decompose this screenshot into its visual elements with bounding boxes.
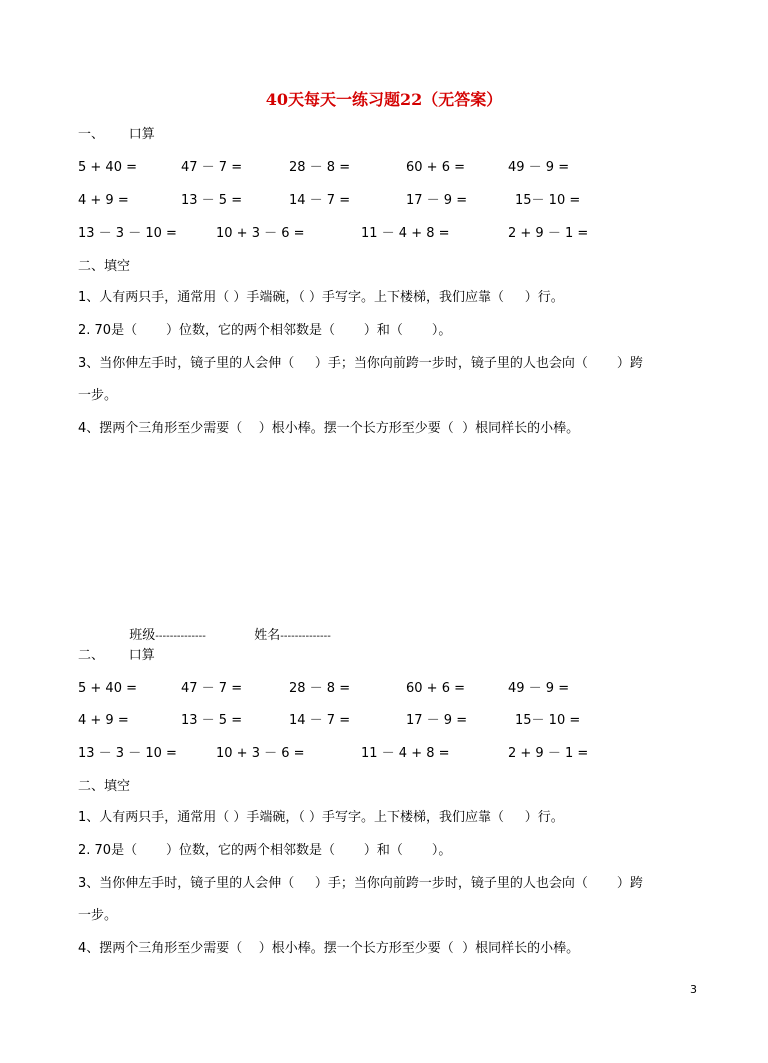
- math-problem: 4 + 9 =: [78, 193, 129, 208]
- question: 2. 70是（ ）位数，它的两个相邻数是（ ）和（ ）。: [78, 843, 452, 858]
- math-problem: 17 － 9 =: [406, 713, 468, 728]
- math-problem: 13 － 3 － 10 =: [78, 746, 177, 761]
- question: 1、人有两只手，通常用（ ）手端碗，（ ）手写字。上下楼梯，我们应靠（ ）行。: [78, 810, 564, 825]
- math-problem: 13 － 5 =: [181, 713, 243, 728]
- document-title: 40天每天一练习题22（无答案）: [265, 90, 503, 109]
- math-problem: 5 + 40 =: [78, 160, 137, 175]
- math-problem: 49 － 9 =: [508, 681, 570, 696]
- name-blank[interactable]: --------------: [280, 631, 331, 642]
- question: 一步。: [78, 908, 118, 923]
- question: 一步。: [78, 388, 118, 403]
- math-problem: 14 － 7 =: [289, 193, 351, 208]
- math-problem: 5 + 40 =: [78, 681, 137, 696]
- class-line: [121, 616, 206, 642]
- class-blank[interactable]: --------------: [155, 631, 206, 642]
- math-problem: 14 － 7 =: [289, 713, 351, 728]
- math-problem: 17 － 9 =: [406, 193, 468, 208]
- name-label: 姓名: [254, 628, 281, 643]
- math-problem: 4 + 9 =: [78, 713, 129, 728]
- question: 2. 70是（ ）位数，它的两个相邻数是（ ）和（ ）。: [78, 323, 452, 338]
- math-problem: 28 － 8 =: [289, 681, 351, 696]
- math-problem: 10 + 3 － 6 =: [216, 746, 305, 761]
- math-problem: 2 + 9 － 1 =: [508, 746, 589, 761]
- fill-heading-2: 二、填空: [78, 779, 131, 794]
- question: 4、摆两个三角形至少需要（ ）根小棒。摆一个长方形至少要（ ）根同样长的小棒。: [78, 421, 580, 436]
- class-label: 班级: [129, 628, 156, 643]
- math-problem: 49 － 9 =: [508, 160, 570, 175]
- math-problem: 13 － 3 － 10 =: [78, 226, 177, 241]
- question: 3、当你伸左手时，镜子里的人会伸（ ）手；当你向前跨一步时，镜子里的人也会向（ ）跨: [78, 356, 643, 371]
- oral-heading-1: 一、 口算: [78, 127, 155, 142]
- math-problem: 11 － 4 + 8 =: [361, 226, 450, 241]
- math-problem: 11 － 4 + 8 =: [361, 746, 450, 761]
- math-problem: 2 + 9 － 1 =: [508, 226, 589, 241]
- question: 1、人有两只手，通常用（ ）手端碗，（ ）手写字。上下楼梯，我们应靠（ ）行。: [78, 290, 564, 305]
- question: 3、当你伸左手时，镜子里的人会伸（ ）手；当你向前跨一步时，镜子里的人也会向（ ）跨: [78, 876, 643, 891]
- math-problem: 47 － 7 =: [181, 681, 243, 696]
- oral-heading-2: 二、 口算: [78, 648, 155, 663]
- name-line: [246, 616, 331, 642]
- math-problem: 15－ 10 =: [515, 193, 581, 208]
- math-problem: 10 + 3 － 6 =: [216, 226, 305, 241]
- math-problem: 47 － 7 =: [181, 160, 243, 175]
- math-problem: 28 － 8 =: [289, 160, 351, 175]
- math-problem: 15－ 10 =: [515, 713, 581, 728]
- fill-heading-1: 二、填空: [78, 259, 131, 274]
- math-problem: 13 － 5 =: [181, 193, 243, 208]
- math-problem: 60 + 6 =: [406, 160, 465, 175]
- page-number: 3: [690, 983, 697, 996]
- math-problem: 60 + 6 =: [406, 681, 465, 696]
- question: 4、摆两个三角形至少需要（ ）根小棒。摆一个长方形至少要（ ）根同样长的小棒。: [78, 941, 580, 956]
